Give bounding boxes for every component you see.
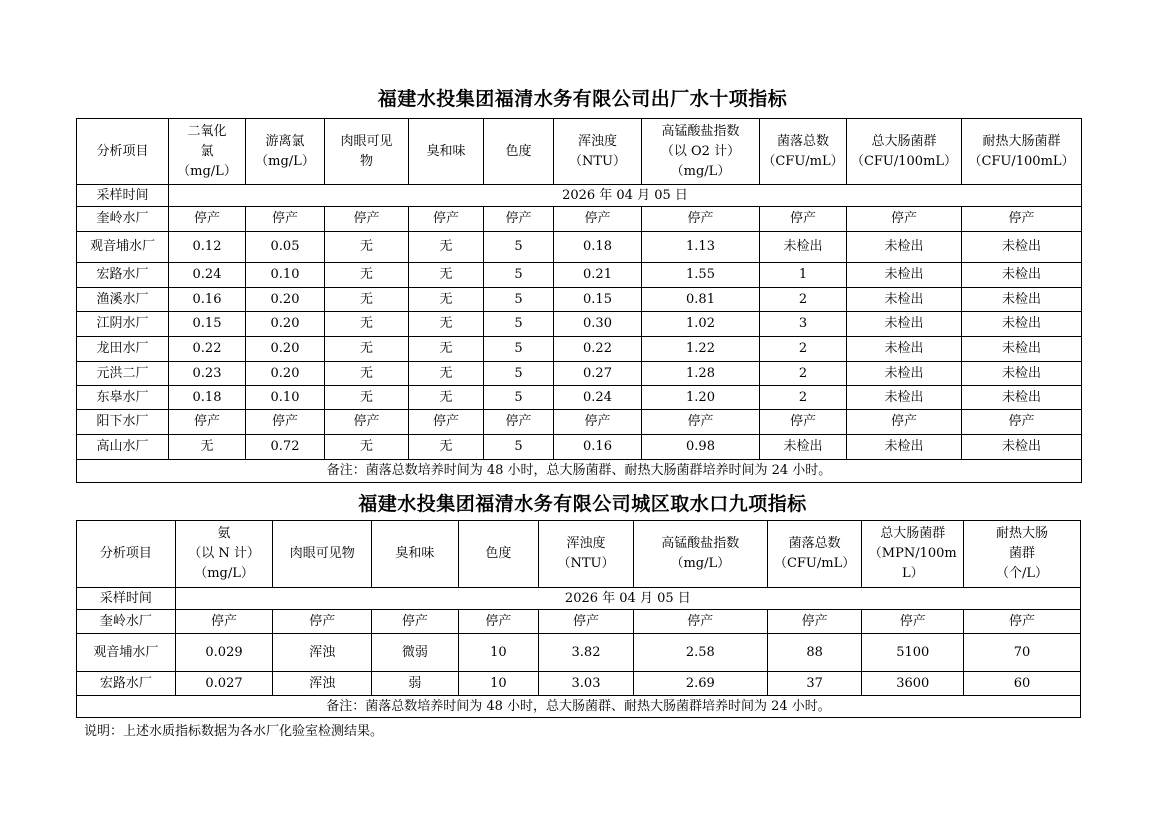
- value-cell: 0.15: [554, 288, 642, 312]
- value-cell: 0.27: [554, 362, 642, 386]
- table-row: [77, 410, 1082, 435]
- header-line: 分析项目: [96, 143, 149, 159]
- value-cell: 无: [325, 362, 409, 386]
- value-cell: 5: [484, 386, 554, 410]
- value-cell: 5: [484, 435, 554, 460]
- table-row: [77, 288, 1082, 312]
- header-line: 菌落总数: [788, 536, 841, 551]
- value-cell: 停产: [760, 207, 847, 232]
- value-cell: 停产: [642, 410, 760, 435]
- value-cell: 无: [325, 263, 409, 288]
- value-cell: 5: [484, 232, 554, 263]
- value-cell: 未检出: [962, 386, 1082, 410]
- header-line: （个/L）: [996, 566, 1049, 581]
- value-cell: 0.23: [169, 362, 246, 386]
- value-cell: 停产: [484, 207, 554, 232]
- value-cell: 停产: [246, 410, 325, 435]
- value-cell: 0.30: [554, 312, 642, 337]
- header-line: 肉眼可见物: [289, 546, 355, 561]
- header-cell: [767, 521, 862, 588]
- header-line: 菌群: [1009, 546, 1036, 561]
- plant-name-cell: 阳下水厂: [77, 410, 169, 435]
- header-line: 分析项目: [99, 546, 152, 561]
- plant-name-cell: 奎岭水厂: [77, 207, 169, 232]
- value-cell: 停产: [175, 610, 273, 634]
- value-cell: 无: [169, 435, 246, 460]
- value-cell: 1.28: [642, 362, 760, 386]
- value-cell: 无: [409, 288, 484, 312]
- value-cell: 微弱: [372, 634, 459, 672]
- header-cell: [964, 521, 1081, 588]
- value-cell: 停产: [642, 207, 760, 232]
- header-line: （mg/L）: [194, 566, 254, 581]
- value-cell: 弱: [372, 672, 459, 696]
- value-cell: 停产: [273, 610, 372, 634]
- header-cell: [169, 119, 246, 185]
- header-line: （CFU/mL）: [762, 153, 844, 169]
- footnote: 说明：上述水质指标数据为各水厂化验室检测结果。: [84, 724, 384, 739]
- table-row: [77, 337, 1082, 362]
- header-line: （CFU/mL）: [773, 556, 856, 571]
- value-cell: 未检出: [847, 362, 962, 386]
- value-cell: 3.03: [539, 672, 634, 696]
- value-cell: 停产: [539, 610, 634, 634]
- value-cell: 停产: [962, 410, 1082, 435]
- value-cell: 停产: [847, 207, 962, 232]
- value-cell: 3: [760, 312, 847, 337]
- value-cell: 0.21: [554, 263, 642, 288]
- value-cell: 0.16: [169, 288, 246, 312]
- value-cell: 0.20: [246, 312, 325, 337]
- value-cell: 停产: [554, 410, 642, 435]
- value-cell: 无: [325, 232, 409, 263]
- value-cell: 无: [409, 362, 484, 386]
- value-cell: 3600: [862, 672, 964, 696]
- header-line: 菌落总数: [776, 133, 829, 149]
- plant-name-cell: 江阴水厂: [77, 312, 169, 337]
- header-line: 耐热大肠: [996, 526, 1049, 541]
- header-cell: [77, 119, 169, 185]
- note-row: [77, 460, 1082, 483]
- header-line: 氨: [217, 526, 231, 541]
- header-row: [77, 521, 1081, 588]
- value-cell: 88: [767, 634, 862, 672]
- value-cell: 3.82: [539, 634, 634, 672]
- header-line: 浑浊度: [566, 536, 606, 551]
- header-cell: [175, 521, 273, 588]
- value-cell: 未检出: [847, 288, 962, 312]
- value-cell: 1.20: [642, 386, 760, 410]
- header-line: 色度: [505, 143, 532, 159]
- plant-name-cell: 奎岭水厂: [77, 610, 176, 634]
- plant-name-cell: 渔溪水厂: [77, 288, 169, 312]
- value-cell: 未检出: [962, 312, 1082, 337]
- header-line: （以 N 计）: [188, 546, 260, 561]
- header-line: （mg/L）: [177, 163, 237, 179]
- value-cell: 0.20: [246, 362, 325, 386]
- header-line: 总大肠菌群: [880, 526, 946, 541]
- value-cell: 无: [325, 435, 409, 460]
- header-line: （CFU/100mL）: [968, 153, 1075, 169]
- value-cell: 未检出: [962, 435, 1082, 460]
- value-cell: 0.12: [169, 232, 246, 263]
- value-cell: 停产: [246, 207, 325, 232]
- value-cell: 1.55: [642, 263, 760, 288]
- value-cell: 无: [409, 386, 484, 410]
- value-cell: 5100: [862, 634, 964, 672]
- value-cell: 停产: [760, 410, 847, 435]
- value-cell: 停产: [409, 410, 484, 435]
- value-cell: 停产: [484, 410, 554, 435]
- table-row: [77, 232, 1082, 263]
- value-cell: 未检出: [962, 362, 1082, 386]
- header-line: 耐热大肠菌群: [982, 133, 1061, 149]
- table-row: [77, 672, 1081, 696]
- value-cell: 停产: [169, 207, 246, 232]
- value-cell: 1.22: [642, 337, 760, 362]
- value-cell: 0.81: [642, 288, 760, 312]
- header-line: （以 O2 计）: [660, 143, 741, 159]
- value-cell: 5: [484, 337, 554, 362]
- header-cell: [325, 119, 409, 185]
- value-cell: 2.58: [633, 634, 767, 672]
- value-cell: 0.22: [554, 337, 642, 362]
- header-line: 浑浊度: [577, 133, 617, 149]
- table-row: [77, 362, 1082, 386]
- value-cell: 60: [964, 672, 1081, 696]
- header-cell: [554, 119, 642, 185]
- header-line: 肉眼可见: [340, 133, 393, 149]
- table-row: [77, 634, 1081, 672]
- header-cell: [862, 521, 964, 588]
- value-cell: 0.05: [246, 232, 325, 263]
- sampling-date: 2026 年 04 月 05 日: [169, 185, 1082, 207]
- plant-name-cell: 宏路水厂: [77, 263, 169, 288]
- value-cell: 0.22: [169, 337, 246, 362]
- header-line: （NTU）: [568, 153, 626, 169]
- value-cell: 0.72: [246, 435, 325, 460]
- header-cell: [372, 521, 459, 588]
- header-line: （mg/L）: [670, 556, 731, 571]
- value-cell: 停产: [964, 610, 1081, 634]
- value-cell: 2: [760, 362, 847, 386]
- value-cell: 37: [767, 672, 862, 696]
- header-cell: [409, 119, 484, 185]
- header-line: （mg/L）: [670, 163, 731, 179]
- header-cell: [642, 119, 760, 185]
- value-cell: 10: [458, 634, 539, 672]
- value-cell: 5: [484, 288, 554, 312]
- value-cell: 0.98: [642, 435, 760, 460]
- value-cell: 停产: [372, 610, 459, 634]
- value-cell: 停产: [169, 410, 246, 435]
- value-cell: 停产: [325, 410, 409, 435]
- value-cell: 0.16: [554, 435, 642, 460]
- value-cell: 2.69: [633, 672, 767, 696]
- value-cell: 未检出: [760, 435, 847, 460]
- value-cell: 5: [484, 362, 554, 386]
- value-cell: 停产: [554, 207, 642, 232]
- header-row: [77, 119, 1082, 185]
- plant-name-cell: 东皋水厂: [77, 386, 169, 410]
- plant-name-cell: 观音埔水厂: [77, 634, 176, 672]
- header-cell: [962, 119, 1082, 185]
- sampling-row: [77, 588, 1081, 610]
- value-cell: 无: [409, 337, 484, 362]
- outlet-water-table: [76, 118, 1082, 483]
- value-cell: 1: [760, 263, 847, 288]
- value-cell: 停产: [458, 610, 539, 634]
- header-line: 臭和味: [395, 546, 435, 561]
- note-cell: 备注：菌落总数培养时间为 48 小时，总大肠菌群、耐热大肠菌群培养时间为 24 小时。: [77, 696, 1081, 718]
- value-cell: 停产: [409, 207, 484, 232]
- value-cell: 0.10: [246, 263, 325, 288]
- header-cell: [539, 521, 634, 588]
- header-line: 色度: [485, 546, 512, 561]
- value-cell: 10: [458, 672, 539, 696]
- value-cell: 2: [760, 337, 847, 362]
- value-cell: 未检出: [847, 337, 962, 362]
- value-cell: 未检出: [847, 312, 962, 337]
- header-line: 高锰酸盐指数: [661, 123, 740, 139]
- value-cell: 停产: [862, 610, 964, 634]
- header-cell: [633, 521, 767, 588]
- value-cell: 2: [760, 386, 847, 410]
- header-cell: [458, 521, 539, 588]
- table-row: [77, 610, 1081, 634]
- header-line: 臭和味: [426, 143, 466, 159]
- value-cell: 未检出: [847, 232, 962, 263]
- value-cell: 0.029: [175, 634, 273, 672]
- table1-title: 福建水投集团福清水务有限公司出厂水十项指标: [377, 88, 788, 110]
- value-cell: 0.10: [246, 386, 325, 410]
- table-row: [77, 263, 1082, 288]
- sampling-label: 采样时间: [77, 588, 176, 610]
- table-row: [77, 207, 1082, 232]
- note-cell: 备注：菌落总数培养时间为 48 小时，总大肠菌群、耐热大肠菌群培养时间为 24 小时。: [77, 460, 1082, 483]
- value-cell: 0.24: [169, 263, 246, 288]
- sampling-date: 2026 年 04 月 05 日: [175, 588, 1080, 610]
- plant-name-cell: 元洪二厂: [77, 362, 169, 386]
- value-cell: 0.18: [169, 386, 246, 410]
- header-cell: [847, 119, 962, 185]
- value-cell: 无: [409, 312, 484, 337]
- sampling-row: [77, 185, 1082, 207]
- table2-title: 福建水投集团福清水务有限公司城区取水口九项指标: [358, 493, 807, 515]
- value-cell: 1.13: [642, 232, 760, 263]
- value-cell: 未检出: [962, 263, 1082, 288]
- value-cell: 70: [964, 634, 1081, 672]
- value-cell: 5: [484, 263, 554, 288]
- intake-water-table: [76, 520, 1081, 718]
- value-cell: 0.18: [554, 232, 642, 263]
- header-cell: [77, 521, 176, 588]
- header-line: 总大肠菌群: [871, 133, 937, 149]
- value-cell: 0.24: [554, 386, 642, 410]
- header-cell: [273, 521, 372, 588]
- header-line: L）: [901, 566, 924, 581]
- value-cell: 0.027: [175, 672, 273, 696]
- header-line: 游离氯: [265, 133, 305, 149]
- header-line: 二氧化: [187, 123, 227, 139]
- value-cell: 未检出: [847, 263, 962, 288]
- plant-name-cell: 龙田水厂: [77, 337, 169, 362]
- value-cell: 无: [409, 232, 484, 263]
- value-cell: 0.20: [246, 337, 325, 362]
- value-cell: 5: [484, 312, 554, 337]
- value-cell: 0.15: [169, 312, 246, 337]
- value-cell: 未检出: [962, 288, 1082, 312]
- header-line: （mg/L）: [255, 153, 315, 169]
- value-cell: 未检出: [962, 232, 1082, 263]
- value-cell: 浑浊: [273, 672, 372, 696]
- value-cell: 未检出: [847, 386, 962, 410]
- value-cell: 无: [409, 435, 484, 460]
- value-cell: 停产: [767, 610, 862, 634]
- value-cell: 浑浊: [273, 634, 372, 672]
- table-row: [77, 435, 1082, 460]
- header-line: （CFU/100mL）: [850, 153, 958, 169]
- header-line: 氯: [200, 143, 214, 159]
- header-cell: [484, 119, 554, 185]
- value-cell: 无: [325, 288, 409, 312]
- value-cell: 未检出: [962, 337, 1082, 362]
- plant-name-cell: 观音埔水厂: [77, 232, 169, 263]
- value-cell: 未检出: [760, 232, 847, 263]
- value-cell: 停产: [962, 207, 1082, 232]
- plant-name-cell: 宏路水厂: [77, 672, 176, 696]
- header-cell: [760, 119, 847, 185]
- value-cell: 停产: [325, 207, 409, 232]
- header-cell: [246, 119, 325, 185]
- value-cell: 无: [325, 337, 409, 362]
- table-row: [77, 312, 1082, 337]
- value-cell: 0.20: [246, 288, 325, 312]
- table-row: [77, 386, 1082, 410]
- header-line: 高锰酸盐指数: [661, 536, 740, 551]
- value-cell: 2: [760, 288, 847, 312]
- value-cell: 无: [409, 263, 484, 288]
- header-line: 物: [359, 153, 373, 169]
- sampling-label: 采样时间: [77, 185, 169, 207]
- note-row: [77, 696, 1081, 718]
- value-cell: 停产: [633, 610, 767, 634]
- value-cell: 无: [325, 386, 409, 410]
- plant-name-cell: 高山水厂: [77, 435, 169, 460]
- header-line: （MPN/100m: [868, 546, 957, 561]
- value-cell: 未检出: [847, 435, 962, 460]
- value-cell: 无: [325, 312, 409, 337]
- value-cell: 停产: [847, 410, 962, 435]
- value-cell: 1.02: [642, 312, 760, 337]
- header-line: （NTU）: [557, 556, 615, 571]
